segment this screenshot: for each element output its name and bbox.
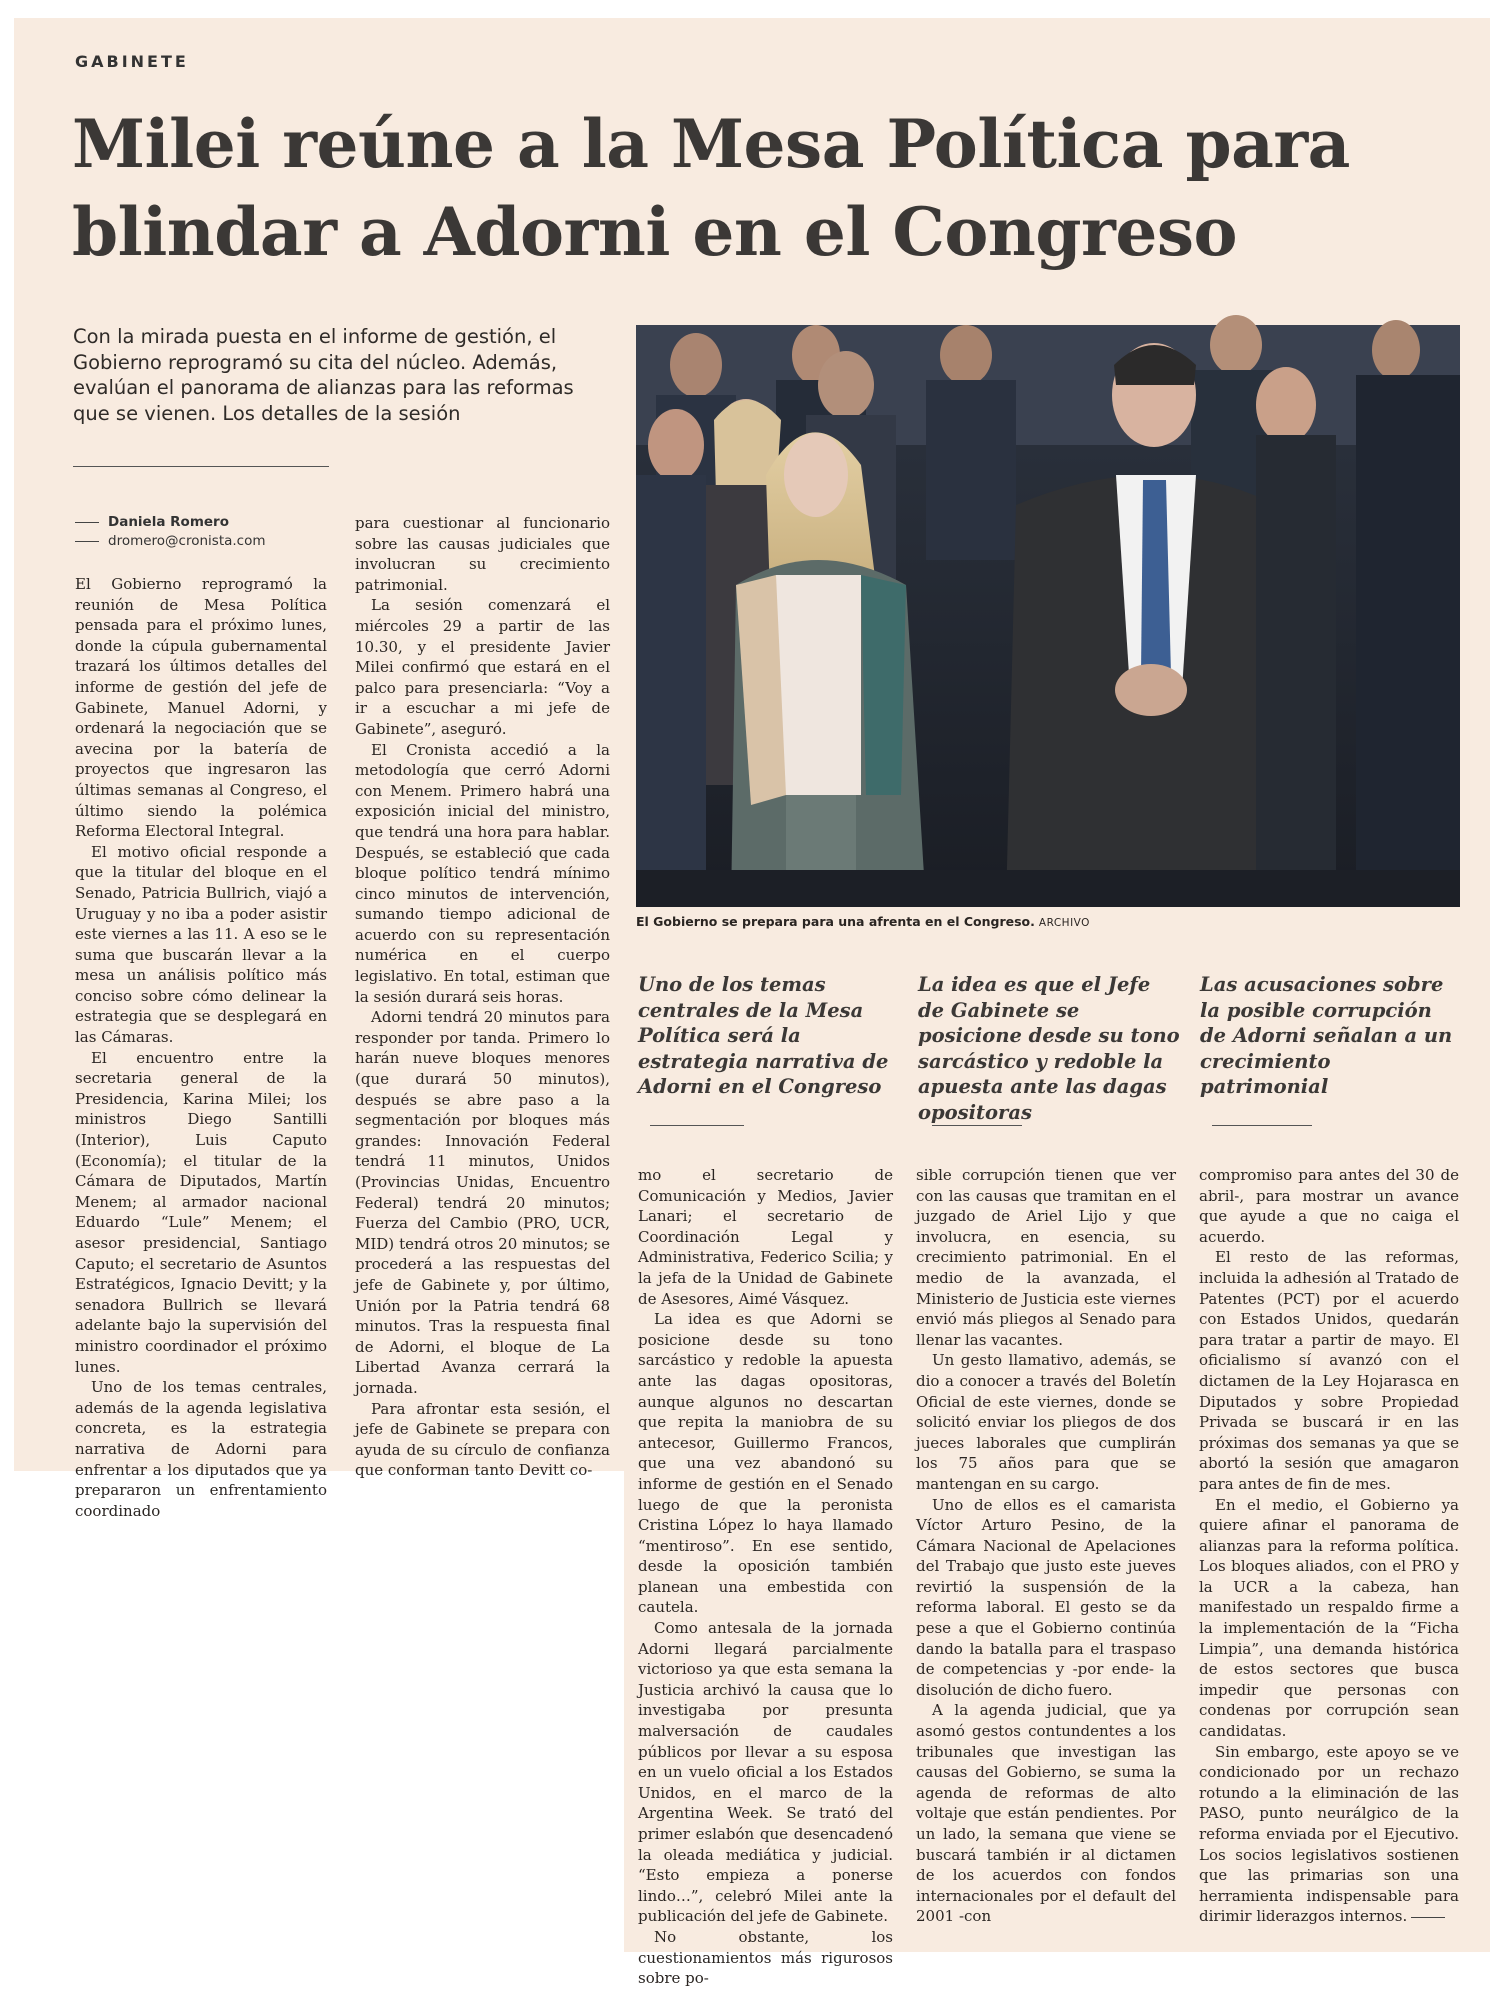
- lead-paragraph: Con la mirada puesta en el informe de gestión, el Gobierno reprogramó su cita del núcleo. Además, evalúan el panorama de alianzas para las reformas que se vienen. Los detalles de la sesión: [73, 325, 574, 425]
- article-column-5: [1199, 1165, 1459, 1940]
- byline: [75, 513, 266, 551]
- paragraph: La idea es que Adorni se posicione desde su tono sarcástico y redoble la apuesta ante las dagas opositoras, aunque algunos no descartan que repita la maniobra de su antecesor, Guillermo Francos, que una vez abandonó su informe de gestión en el Senado luego de que la peronista Cristina López lo haya llamado “mentiroso”. En ese sentido, desde la oposición también planean una embestida con cautela.: [638, 1310, 893, 1617]
- lead-divider: [73, 466, 329, 467]
- caption-text: El Gobierno se prepara para una afrenta en el Congreso.: [636, 914, 1035, 929]
- paragraph: El Cronista accedió a la metodología que cerró Adorni con Menem. Primero habrá una exposición inicial del ministro, que tendrá una hora para hablar. Después, se estableció que cada bloque político tendrá mínimo cinco minutos de intervención, sumando tiempo adicional de acuerdo con su representación numérica en el cuerpo legislativo. En total, estiman que la sesión durará seis horas.: [355, 740, 610, 1006]
- paragraph: El resto de las reformas, incluida la adhesión al Tratado de Patentes (PCT) por el acuerdo con Estados Unidos, quedarán para tratar a partir de mayo. El oficialismo sí avanzó con el dictamen de la Ley Hojarasca en Diputados y sobre Propiedad Privada se buscará ir en las próximas dos semanas ya que se abortó la sesión que amagaron para antes de fin de mes.: [1199, 1248, 1459, 1493]
- paragraph: En el medio, el Gobierno ya quiere afinar el panorama de alianzas para la reforma política. Los bloques aliados, con el PRO y la UCR a la cabeza, han manifestado un respaldo firme a la implementación de la “Ficha Limpia”, una demanda histórica de estos sectores que busca impedir que personas con condenas por corrupción sean candidatas.: [1199, 1495, 1459, 1741]
- paragraph: sible corrupción tienen que ver con las causas que tramitan en el juzgado de Ariel Lijo y que involucra, en esencia, su crecimiento patrimonial. En el medio de la avanzada, el Ministerio de Justicia este viernes envió más pliegos al Senado para llenar las vacantes.: [916, 1166, 1176, 1349]
- headline: Milei reúne a la Mesa Política para blindar a Adorni en el Congreso: [72, 105, 1350, 271]
- paragraph: compromiso para antes del 30 de abril-, para mostrar un avance que ayude a que no caiga el acuerdo.: [1199, 1166, 1459, 1246]
- paragraph: La sesión comenzará el miércoles 29 a partir de las 10.30, y el presidente Javier Milei confirmó que estará en el palco para presenciarla: “Voy a ir a escuchar a mi jefe de Gabinete”, aseguró.: [355, 596, 610, 738]
- article-column-1: [75, 574, 327, 1520]
- paragraph: A la agenda judicial, que ya asomó gestos contundentes a los tribunales que investigan las causas del Gobierno, se suma la agenda de reformas de alto voltaje que están pendientes. Por un lado, la semana que viene se buscará también ir al dictamen de los acuerdos con fondos internacionales por el default del 2001 -con: [916, 1701, 1176, 1926]
- pull-quote-2: La idea es que el Jefe de Gabinete se posicione desde su tono sarcástico y redoble la apuesta ante las dagas opositoras: [918, 973, 1180, 1124]
- paragraph: mo el secretario de Comunicación y Medios, Javier Lanari; el secretario de Coordinación Legal y Administrativa, Federico Scilia; y la jefa de la Unidad de Gabinete de Asesores, Aimé Vásquez.: [638, 1166, 893, 1308]
- photo-credit: ARCHIVO: [1038, 917, 1090, 929]
- end-mark: [1411, 1917, 1445, 1918]
- pull-quote-divider: [650, 1125, 744, 1126]
- paragraph: Adorni tendrá 20 minutos para responder por tanda. Primero lo harán nueve bloques menores (que durará 50 minutos), después se abre paso a la segmentación por bloques más grandes: Innovación Federal tendrá 11 minutos, Unidos (Provincias Unidas, Encuentro Federal) tendrá 20 minutos; Fuerza del Cambio (PRO, UCR, MID) tendrá otros 20 minutos; se procederá a las respuestas del jefe de Gabinete y, por último, Unión por la Patria tendrá 68 minutos. Tras la respuesta final de Adorni, el bloque de La Libertad Avanza cerrará la jornada.: [355, 1008, 610, 1397]
- section-tag: GABINETE: [75, 52, 189, 71]
- paragraph: Uno de los temas centrales, además de la agenda legislativa concreta, es la estrategia narrativa de Adorni para enfrentar a los diputados que ya prepararon un enfrentamiento coordinado: [75, 1378, 327, 1520]
- paragraph: Un gesto llamativo, además, se dio a conocer a través del Boletín Oficial de este viernes, donde se solicitó enviar los pliegos de dos jueces laborales que cumplirán los 75 años para que se mantengan en su cargo.: [916, 1351, 1176, 1493]
- paragraph: Uno de ellos es el camarista Víctor Arturo Pesino, de la Cámara Nacional de Apelaciones del Trabajo que justo este jueves revirtió la suspensión de la reforma laboral. El gesto se da pese a que el Gobierno continúa dando la batalla para el traspaso de competencias y -por ende- la disolución de dicho fuero.: [916, 1495, 1176, 1699]
- author-name: Daniela Romero: [108, 514, 229, 530]
- paragraph: para cuestionar al funcionario sobre las causas judiciales que involucran su crecimiento patrimonial.: [355, 514, 610, 594]
- article-column-4: [916, 1165, 1176, 1940]
- paragraph-final: [1199, 1742, 1459, 1927]
- article-column-3: [638, 1165, 893, 1988]
- paragraph: Para afrontar esta sesión, el jefe de Gabinete se prepara con ayuda de su círculo de confianza que conforman tanto Devitt co-: [355, 1399, 610, 1480]
- paragraph: Como antesala de la jornada Adorni llegará parcialmente victorioso ya que esta semana la Justicia archivó la causa que lo investigaba por presunta malversación de caudales públicos por llevar a su esposa en un vuelo oficial a los Estados Unidos, en el marco de la Argentina Week. Se trató del primer eslabón que desencadenó la oleada mediática y judicial. “Esto empieza a ponerse lindo…”, celebró Milei ante la publicación del jefe de Gabinete.: [638, 1619, 893, 1926]
- pull-quote-3: Las acusaciones sobre la posible corrupción de Adorni señalan a un crecimiento patrimonial: [1200, 973, 1453, 1098]
- photo-illustration: [636, 325, 1460, 907]
- news-photo: [636, 325, 1460, 907]
- final-paragraph-text: Sin embargo, este apoyo se ve condicionado por un rechazo rotundo a la eliminación de las PASO, punto neurálgico de la reforma enviada por el Ejecutivo. Los socios legislativos sostienen que las primarias son una herramienta indispensable para dirimir liderazgos internos.: [1199, 1742, 1459, 1926]
- paragraph: El encuentro entre la secretaria general de la Presidencia, Karina Milei; los ministros Diego Santilli (Interior), Luis Caputo (Economía); el titular de la Cámara de Diputados, Martín Menem; al armador nacional Eduardo “Lule” Menem; el asesor presidencial, Santiago Caputo; el secretario de Asuntos Estratégicos, Ignacio Devitt; y la senadora Bullrich se llevará adelante bajo la supervisión del ministro coordinador el próximo lunes.: [75, 1048, 327, 1376]
- photo-caption: [636, 914, 1460, 929]
- paragraph: El Gobierno reprogramó la reunión de Mesa Política pensada para el próximo lunes, donde la cúpula gubernamental trazará los últimos detalles del informe de gestión del jefe de Gabinete, Manuel Adorni, y ordenará la negociación que se avecina por la batería de proyectos que ingresaron las últimas semanas al Congreso, el último siendo la polémica Reforma Electoral Integral.: [75, 575, 327, 841]
- paragraph: El motivo oficial responde a que la titular del bloque en el Senado, Patricia Bullrich, viajó a Uruguay y no iba a poder asistir este viernes a las 11. A eso se le suma que buscarán llevar a la mesa un análisis político más conciso sobre cómo delinear la estrategia que se desplegará en las Cámaras.: [75, 842, 327, 1047]
- author-email: dromero@cronista.com: [108, 533, 266, 549]
- paragraph: No obstante, los cuestionamientos más rigurosos sobre po-: [638, 1927, 893, 1988]
- pull-quote-divider: [932, 1125, 1022, 1126]
- article-column-2: [355, 513, 610, 1480]
- pull-quote-divider: [1212, 1125, 1312, 1126]
- pull-quote-1: Uno de los temas centrales de la Mesa Política será la estrategia narrativa de Adorni en el Congreso: [638, 973, 889, 1098]
